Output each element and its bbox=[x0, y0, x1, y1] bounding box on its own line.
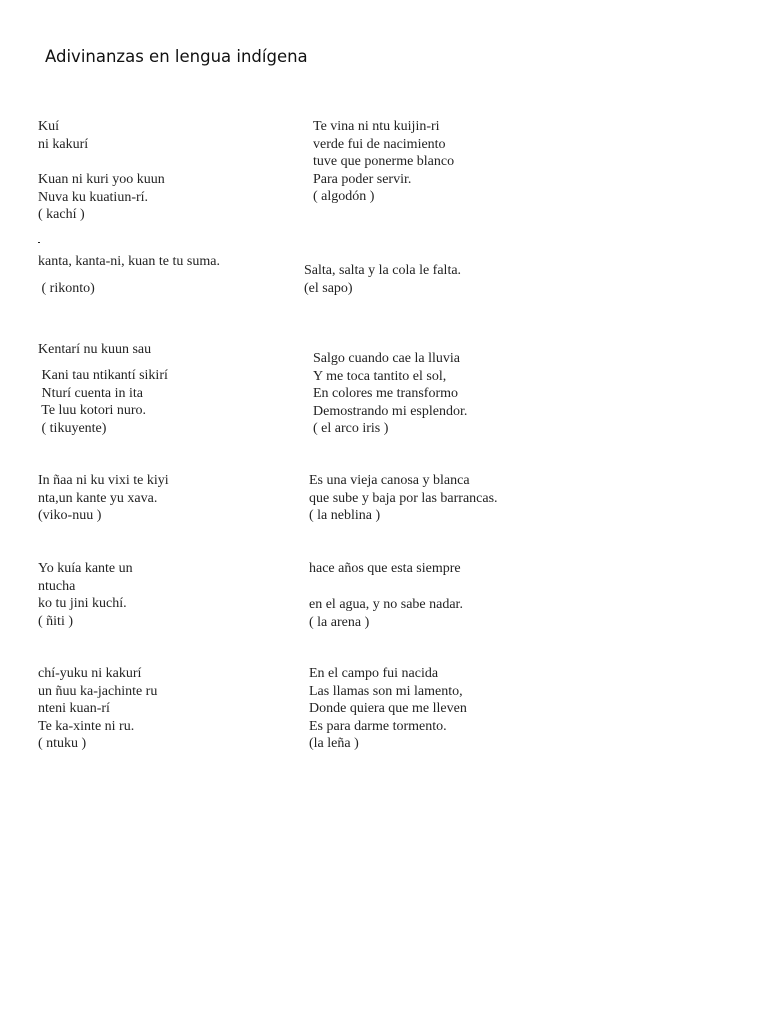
riddle-line: Es para darme tormento. bbox=[309, 718, 447, 734]
riddle-line: Te luu kotori nuro. bbox=[38, 403, 147, 419]
riddle-left-5 bbox=[38, 560, 133, 630]
riddle-line: Demostrando mi esplendor. bbox=[313, 403, 468, 419]
riddle-line: En el campo fui nacida bbox=[309, 666, 439, 681]
page-title: Adivinanzas en lengua indígena bbox=[45, 47, 308, 66]
riddle-right-6 bbox=[309, 665, 467, 753]
riddle-answer: ( tikuyente) bbox=[38, 420, 107, 436]
riddle-answer: (el sapo) bbox=[304, 280, 353, 296]
riddle-line: Las llamas son mi lamento, bbox=[309, 683, 463, 699]
riddle-line: Salgo cuando cae la lluvia bbox=[313, 351, 460, 366]
riddle-line: Yo kuía kante un bbox=[38, 561, 133, 576]
riddle-answer: ( kachí ) bbox=[38, 207, 85, 223]
riddle-line: ko tu jini kuchí. bbox=[38, 596, 127, 612]
riddle-left-2 bbox=[38, 253, 220, 271]
stray-dot bbox=[38, 242, 40, 243]
riddle-line: que sube y baja por las barrancas. bbox=[309, 490, 498, 506]
riddle-left-3-intro bbox=[38, 341, 151, 359]
riddle-line: ni kakurí bbox=[38, 136, 89, 152]
riddle-line: Nuva ku kuatiun-rí. bbox=[38, 189, 149, 205]
riddle-line: tuve que ponerme blanco bbox=[313, 154, 455, 170]
riddle-answer: ( el arco iris ) bbox=[313, 421, 389, 437]
riddle-left-2-answer bbox=[38, 280, 95, 298]
riddle-line: Es una vieja canosa y blanca bbox=[309, 473, 470, 488]
riddle-left-1-lines-b bbox=[38, 171, 165, 224]
riddle-left-6 bbox=[38, 665, 157, 753]
riddle-line: hace años que esta siempre bbox=[309, 561, 461, 576]
riddle-right-5-intro bbox=[309, 560, 461, 578]
riddle-line: Nturí cuenta in ita bbox=[38, 385, 143, 401]
riddle-answer: ( rikonto) bbox=[38, 281, 95, 296]
riddle-answer: (viko-nuu ) bbox=[38, 508, 102, 524]
riddle-line: Te vina ni ntu kuijin-ri bbox=[313, 119, 440, 134]
riddle-line: Kuí bbox=[38, 119, 59, 134]
riddle-right-3 bbox=[313, 350, 467, 438]
riddle-line: Y me toca tantito el sol, bbox=[313, 368, 447, 384]
riddle-line: kanta, kanta-ni, kuan te tu suma. bbox=[38, 254, 220, 269]
riddle-right-2 bbox=[304, 262, 461, 297]
riddle-right-5 bbox=[309, 596, 463, 631]
riddle-line: Kentarí nu kuun sau bbox=[38, 342, 152, 357]
riddle-line: Donde quiera que me lleven bbox=[309, 701, 467, 717]
riddle-line: chí-yuku ni kakurí bbox=[38, 666, 142, 681]
riddle-line: Te ka-xinte ni ru. bbox=[38, 718, 135, 734]
riddle-line: nta,un kante yu xava. bbox=[38, 490, 158, 506]
riddle-line: un ñuu ka-jachinte ru bbox=[38, 683, 158, 699]
riddle-left-1-lines-a bbox=[38, 118, 88, 153]
riddle-line: Salta, salta y la cola le falta. bbox=[304, 263, 462, 278]
riddle-line: Kuan ni kuri yoo kuun bbox=[38, 172, 165, 187]
riddle-left-3 bbox=[38, 367, 168, 437]
riddle-line: ntucha bbox=[38, 578, 76, 594]
riddle-line: Kani tau ntikantí sikirí bbox=[38, 368, 168, 383]
riddle-line: verde fui de nacimiento bbox=[313, 136, 446, 152]
riddle-line: En colores me transformo bbox=[313, 386, 459, 402]
riddle-line: Para poder servir. bbox=[313, 171, 412, 187]
riddle-right-4 bbox=[309, 472, 498, 525]
riddle-answer: ( ntuku ) bbox=[38, 736, 87, 752]
riddle-line: In ñaa ni ku vixi te kiyi bbox=[38, 473, 169, 488]
riddle-right-1 bbox=[313, 118, 454, 206]
riddle-answer: ( la neblina ) bbox=[309, 508, 381, 524]
riddle-line: en el agua, y no sabe nadar. bbox=[309, 597, 463, 612]
riddle-left-4 bbox=[38, 472, 169, 525]
riddle-answer: ( algodón ) bbox=[313, 189, 375, 205]
riddle-answer: ( ñiti ) bbox=[38, 613, 73, 629]
riddle-answer: (la leña ) bbox=[309, 736, 359, 752]
riddle-answer: ( la arena ) bbox=[309, 614, 370, 630]
riddle-line: nteni kuan-rí bbox=[38, 701, 110, 717]
